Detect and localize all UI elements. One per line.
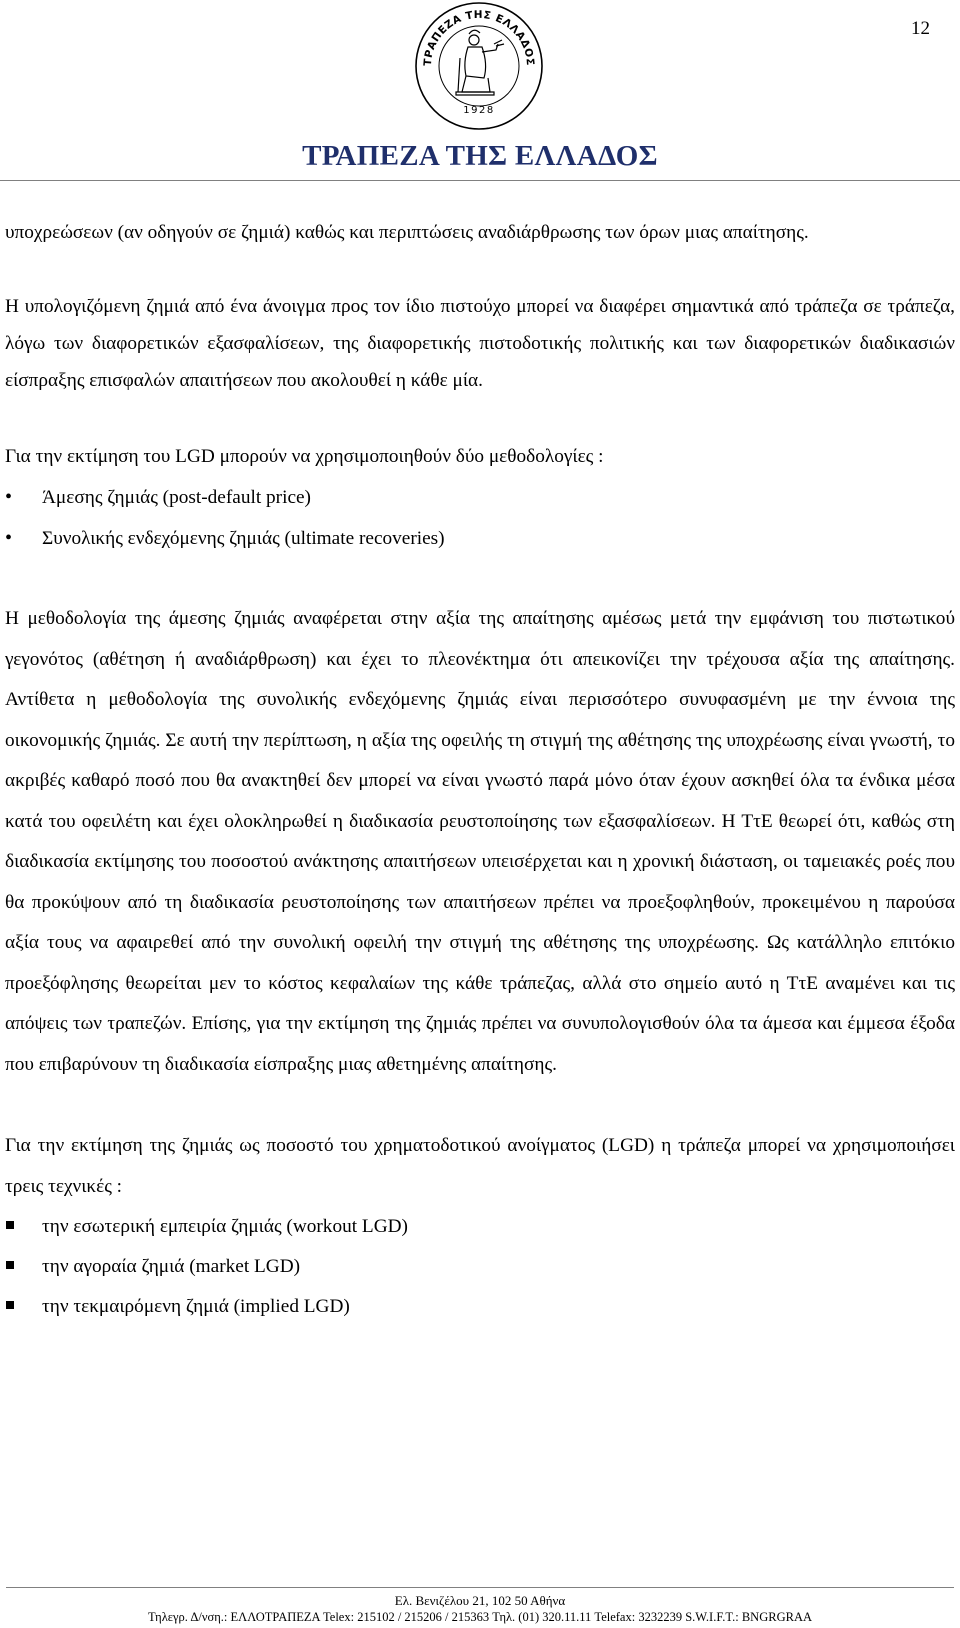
list-item: την τεκμαιρόμενη ζημιά (implied LGD) xyxy=(5,1287,955,1327)
seal-year: 1928 xyxy=(463,105,495,116)
bank-seal-logo xyxy=(408,0,550,132)
methodology-list xyxy=(5,477,955,559)
list-item: • Συνολικής ενδεχόμενης ζημιάς (ultimate recoveries) xyxy=(5,518,955,559)
footer-contacts: Τηλεγρ. Δ/νση.: ΕΛΛΟΤΡΑΠΕΖΑ Telex: 215102 / 215206 / 215363 Τηλ. (01) 320.11.11 Telefax: 3232239 S.W.I.F.T.: BNGRGRAA xyxy=(148,1610,812,1624)
page-number: 12 xyxy=(911,18,930,39)
list-item: • Άμεσης ζημιάς (post-default price) xyxy=(5,477,955,518)
paragraph-lgd-techniques-intro: Για την εκτίμηση της ζημιάς ως ποσοστό του χρηματοδοτικού ανοίγματος (LGD) η τράπεζα μπορεί να χρησιμοποιήσει τρεις τεχνικές : xyxy=(5,1135,955,1197)
bank-name-heading: ΤΡΑΠΕΖΑ ΤΗΣ ΕΛΛΑΔΟΣ xyxy=(302,140,658,172)
paragraph-lgd-methodologies-intro: Για την εκτίμηση του LGD μπορούν να χρησιμοποιηθούν δύο μεθοδολογίες : xyxy=(5,446,604,467)
technique-list xyxy=(5,1207,955,1327)
header-divider xyxy=(0,180,960,181)
paragraph-methodology-details: Η μεθοδολογία της άμεσης ζημιάς αναφέρεται στην αξία της απαίτησης αμέσως μετά την εμφάνιση του πιστωτικού γεγονότος (αθέτηση ή αναδιάρθρωση) και έχει το πλεονέκτημα ότι απεικονίζει την τρέχουσα αξία της απαίτησης. Αντίθετα η μεθοδολογία της συνολικής ενδεχόμενης ζημιάς είναι περισσότερο συνυφασμένη με την έννοια της οικονομικής ζημιάς. Σε αυτή την περίπτωση, η αξία της οφειλής τη στιγμή της αθέτησης της υποχρέωσης είναι γνωστή, το ακριβές καθαρό ποσό που θα ανακτηθεί δεν μπορεί να είναι γνωστό παρά μόνο όταν έχουν ασκηθεί όλα τα ένδικα μέσα κατά του οφειλέτη και έχει ολοκληρωθεί η διαδικασία ρευστοποίησης των εξασφαλίσεων. Η ΤτΕ θεωρεί ότι, καθώς στη διαδικασία εκτίμησης του ποσοστού ανάκτησης απαιτήσεων υπεισέρχεται και η χρονική διάσταση, οι ταμειακές ροές που θα προκύψουν από τη διαδικασία ρευστοποίησης των απαιτήσεων πρέπει να προεξοφληθούν, προκειμένου η παρούσα αξία τους να αφαιρεθεί από την συνολική οφειλή την στιγμή της αθέτησης της υποχρέωσης. Ως κατάλληλο επιτόκιο προεξόφλησης θεωρείται μεν το κόστος κεφαλαίων της κάθε τράπεζας, αλλά στο σημείο αυτό η ΤτΕ αναμένει και τις απόψεις των τραπεζών. Επίσης, για την εκτίμηση της ζημιάς πρέπει να συνυπολογισθούν όλα τα άμεσα και έμμεσα έξοδα που επιβαρύνουν τη διαδικασία είσπραξης μιας αθετημένης απαίτησης. xyxy=(5,608,955,1075)
seal-ring-text: ΤΡΑΠΕΖΑ ΤΗΣ ΕΛΛΑΔΟΣ xyxy=(421,8,537,67)
document-body xyxy=(5,214,955,1327)
seated-figure-icon xyxy=(456,30,504,95)
paragraph-loss-variation: Η υπολογιζόμενη ζημιά από ένα άνοιγμα προς τον ίδιο πιστούχο μπορεί να διαφέρει σημαντικά από τράπεζα σε τράπεζα, λόγω των διαφορετικών εξασφαλίσεων, της διαφορετικής πιστοδοτικής πολιτικής και των διαφορετικών διαδικασιών είσπραξης επισφαλών απαιτήσεων που ακολουθεί η κάθε μία. xyxy=(5,296,955,391)
footer-divider xyxy=(6,1587,954,1588)
paragraph-continuation: υποχρεώσεων (αν οδηγούν σε ζημιά) καθώς και περιπτώσεις αναδιάρθρωσης των όρων μιας απαίτησης. xyxy=(5,222,809,243)
list-item: την αγοραία ζημιά (market LGD) xyxy=(5,1247,955,1287)
list-item: την εσωτερική εμπειρία ζημιάς (workout LGD) xyxy=(5,1207,955,1247)
footer-address: Ελ. Βενιζέλου 21, 102 50 Αθήνα xyxy=(394,1593,566,1608)
